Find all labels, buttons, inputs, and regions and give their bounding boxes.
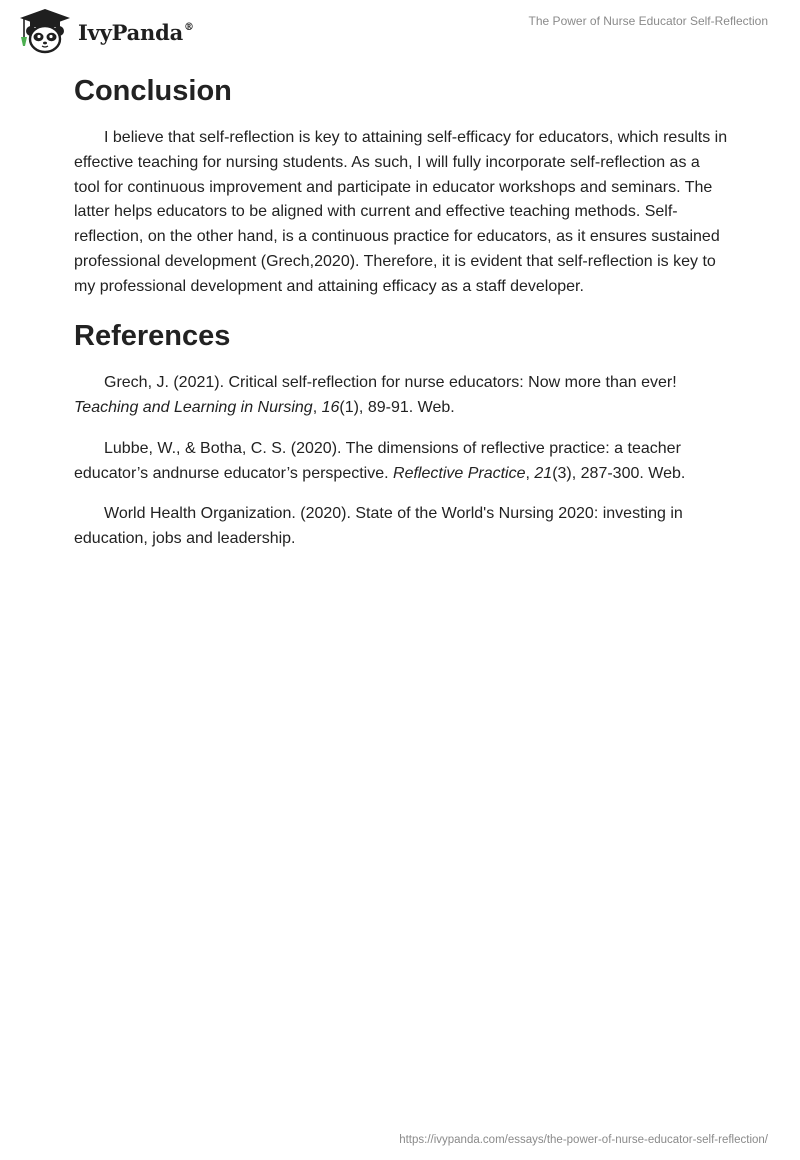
conclusion-heading: Conclusion (74, 75, 232, 107)
reference-volume: 16 (321, 399, 340, 416)
conclusion-paragraph: I believe that self-reflection is key to attaining self-efficacy for educators, which results in effective teaching for nursing students. As such, I will fully incorporate self-reflection as a tool for continuous improvement and participate in educator workshops and seminars. The latter helps educators to be aligned with current and effective teaching methods. Self-reflection, on the other hand, is a continuous practice for educators, as it ensures sustained professional development (Grech,2020). Therefore, it is evident that self-reflection is key to my professional development and attaining efficacy as a staff developer. (74, 129, 728, 295)
page-header (0, 0, 800, 60)
panda-graduate-icon (16, 8, 74, 54)
reference-volume: 21 (534, 464, 553, 482)
reference-journal: Teaching and Learning in Nursing (74, 399, 313, 416)
references-heading: References (74, 320, 231, 353)
reference-item: World Health Organization. (2020). State of the World's Nursing 2020: investing in education, jobs and leadership. (74, 505, 683, 547)
document-body (74, 72, 728, 568)
reference-item: Grech, J. (2021). Critical self-reflection for nurse educators: Now more than ever! Teaching and Learning in Nursing, 16(1), 89-91. Web. (74, 374, 677, 416)
document-title: The Power of Nurse Educator Self-Reflection (528, 14, 768, 28)
reference-item: Lubbe, W., & Botha, C. S. (2020). The dimensions of reflective practice: a teacher educator’s andnurse educator’s perspective. Reflective Practice, 21(3), 287-300. Web. (74, 439, 686, 482)
ivypanda-logo[interactable] (16, 8, 194, 54)
reference-journal: Reflective Practice (393, 464, 526, 482)
brand-name: IvyPanda® (78, 19, 194, 45)
source-url-link[interactable]: https://ivypanda.com/essays/the-power-of-nurse-educator-self-reflection/ (399, 1134, 768, 1146)
